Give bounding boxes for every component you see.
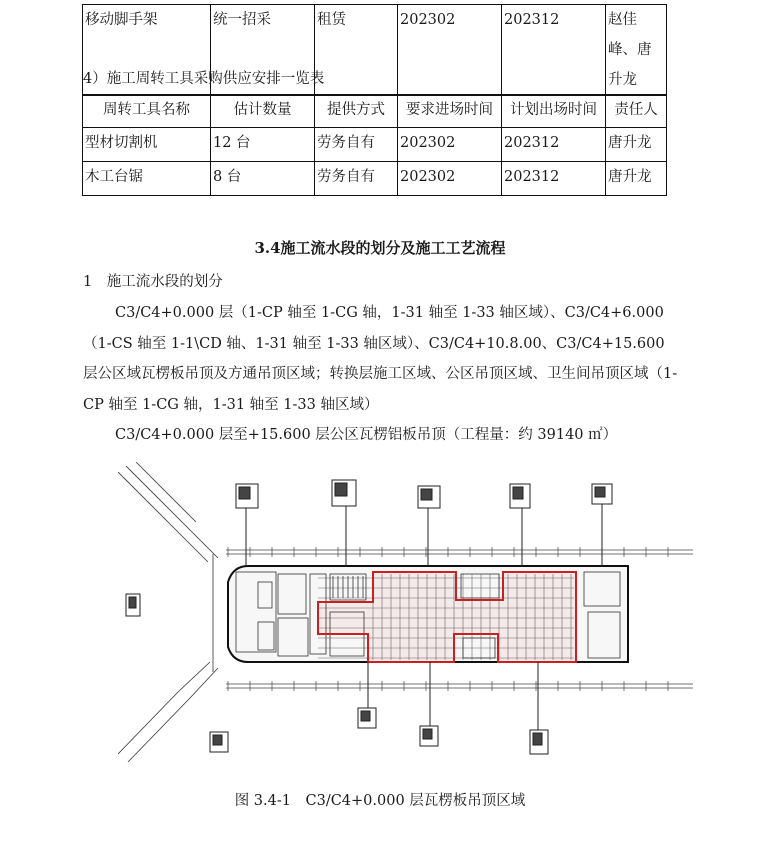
plan-linework [118, 462, 218, 762]
table-cell: 202302 [398, 5, 502, 96]
stair-core-fill [595, 487, 605, 497]
list-item-heading: 1 施工流水段的划分 [83, 274, 223, 290]
stair-core-fill [533, 733, 542, 745]
body-paragraph: C3/C4+0.000 层（1-CP 轴至 1-CG 轴，1-31 轴至 1-33 轴区域）、C3/C4+6.000（1-CS 轴至 1-1\CD 轴、1-31 轴至 1-33 轴区域）、C3/C4+10.8.00、C3/C4+15.600 层公区域瓦楞板吊顶及方通吊顶区域；转换层施工区域、公区吊顶区域、卫生间吊顶区域（1-CP 轴至 1-CG 轴，1-31 轴至 1-33 轴区域） [83, 305, 678, 413]
stair-core [418, 486, 440, 508]
stair-core [510, 484, 530, 508]
table-cell: 唐升龙 [606, 128, 667, 162]
table-cell: 型材切割机 [83, 128, 211, 162]
table-header-row [83, 95, 667, 128]
stair-core [530, 730, 548, 754]
stair-core [126, 594, 140, 616]
table-cell: 202312 [502, 5, 606, 96]
stair-core-fill [129, 597, 136, 608]
column-header: 周转工具名称 [83, 95, 211, 128]
stair-core [332, 480, 356, 506]
table-cell: 木工台锯 [83, 162, 211, 196]
table-cell: 202302 [398, 162, 502, 196]
body-paragraph: C3/C4+0.000 层至+15.600 层公区瓦楞铝板吊顶（工程量：约 39140 ㎡） [115, 427, 618, 443]
table-cell: 劳务自有 [315, 128, 398, 162]
table-cell: 移动脚手架 [83, 5, 211, 96]
table-cell: 租赁 [315, 5, 398, 96]
table-cell: 202312 [502, 128, 606, 162]
column-header: 责任人 [606, 95, 667, 128]
stair-core-fill [513, 487, 523, 499]
stair-core-fill [239, 487, 250, 499]
stair-core-fill [213, 735, 222, 745]
table-row [83, 162, 667, 196]
figure-caption: 图 3.4-1 C3/C4+0.000 层瓦楞板吊顶区域 [234, 793, 526, 809]
stair-core-fill [423, 729, 432, 739]
table-cell: 12 台 [211, 128, 315, 162]
stair-core [358, 708, 376, 728]
table-row [83, 128, 667, 162]
table-cell: 唐升龙 [606, 162, 667, 196]
table-cell: 8 台 [211, 162, 315, 196]
column-header: 提供方式 [315, 95, 398, 128]
table-cell: 劳务自有 [315, 162, 398, 196]
tools-table [82, 94, 667, 196]
stair-core [592, 484, 612, 504]
table-cell: 统一招采 [211, 5, 315, 96]
stair-core-fill [335, 483, 347, 496]
subheading: 4）施工周转工具采购供应安排一览表 [83, 71, 325, 87]
table-cell: 202302 [398, 128, 502, 162]
stair-core-fill [421, 489, 432, 500]
table-cell: 赵佳峰、唐升龙 [606, 5, 667, 96]
stair-core [210, 732, 228, 752]
stair-core-fill [361, 711, 370, 721]
stair-core [420, 726, 438, 746]
section-title: 3.4施工流水段的划分及施工工艺流程 [254, 239, 506, 257]
column-header: 估计数量 [211, 95, 315, 128]
column-header: 计划出场时间 [502, 95, 606, 128]
table-cell: 202312 [502, 162, 606, 196]
floor-plan-drawing [118, 462, 694, 772]
column-header: 要求进场时间 [398, 95, 502, 128]
stair-core [236, 484, 258, 508]
